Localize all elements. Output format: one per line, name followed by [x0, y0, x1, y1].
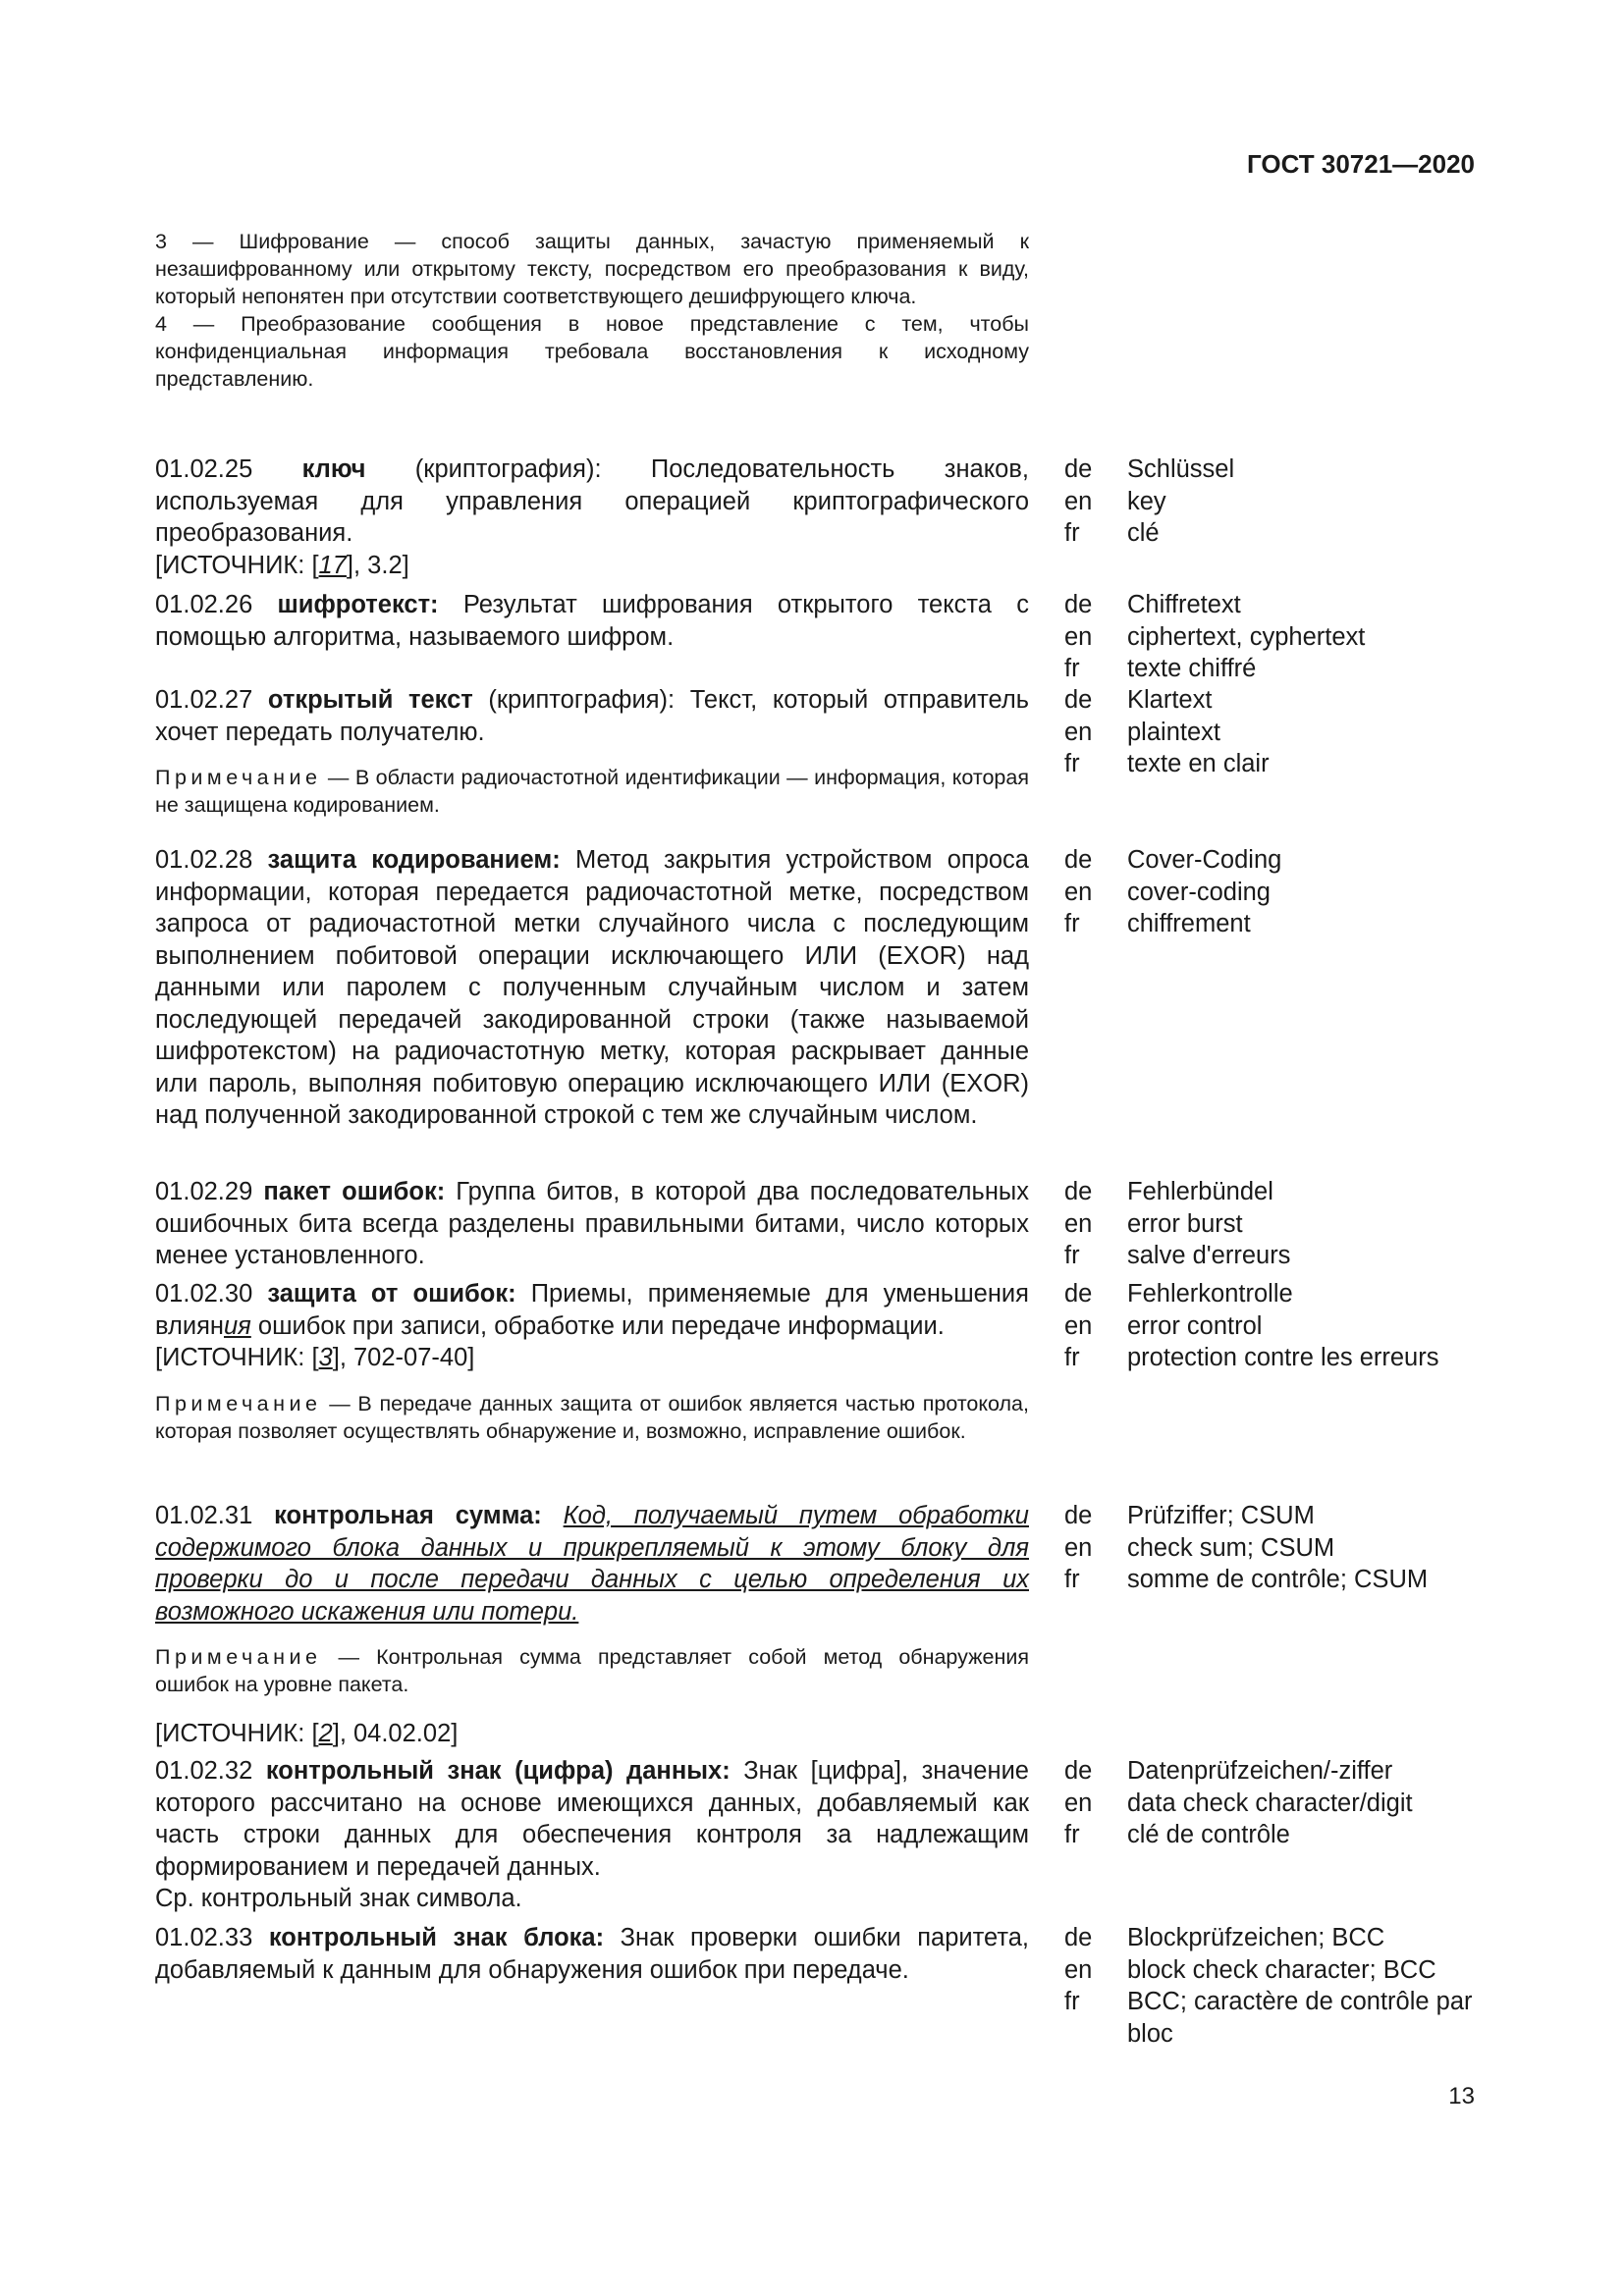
lang-code: fr [1064, 1344, 1080, 1371]
lang-code: de [1064, 686, 1093, 714]
lang-term: protection contre les erreurs [1127, 1344, 1439, 1371]
translations-01-02-26 [1064, 589, 1496, 685]
entry-definition: Метод закрытия устройством опроса информации, которая передается радиочастотной метке, посредством запроса от радиочастотной метки случайного числа с последующим выполнением побитовой операции исключающего ИЛИ (EXOR) над данными или паролем с полученным случайным числом и затем последующей передачей закодированной строки (также называемой шифротекстом) на радиочастотную метку, которая раскрывает данные или пароль, выполняя побитовую операцию исключающего ИЛИ (EXOR) над полученной закодированной строкой с тем же случайным числом. [155, 846, 1029, 1129]
lang-term: Chiffretext [1127, 591, 1241, 618]
entry-01-02-29 [155, 1176, 1029, 1272]
entry-01-02-27-note [155, 764, 1029, 819]
entry-01-02-27 [155, 684, 1029, 748]
lang-code: de [1064, 455, 1093, 483]
entry-01-02-31-note [155, 1643, 1029, 1698]
lang-code: de [1064, 1178, 1093, 1205]
entry-number: 01.02.32 [155, 1757, 253, 1785]
lang-term: cover-coding [1127, 878, 1271, 906]
entry-definition: Знак [цифра], значение которого рассчитано на основе имеющихся данных, добавляемый как часть строки данных для обеспечения контроля за надлежащим формированием и передачей данных. [155, 1757, 1029, 1881]
entry-definition: Группа битов, в которой два последовательных ошибочных бита всегда разделены правильными битами, число которых менее установленного. [155, 1178, 1029, 1269]
entry-definition: Знак проверки ошибки паритета, добавляемый к данным для обнаружения ошибок при передаче. [155, 1924, 1030, 1984]
source-ref-link[interactable]: 17 [318, 551, 347, 579]
note-label: Примечание [155, 1392, 322, 1415]
note-text: — В передаче данных защита от ошибок является частью протокола, которая позволяет осуществлять обнаружение и, возможно, исправление ошибок. [155, 1392, 1029, 1443]
lang-code: de [1064, 1924, 1093, 1951]
entry-source: [ИСТОЧНИК: [17], 3.2] [155, 551, 409, 579]
lang-code: en [1064, 487, 1093, 515]
lang-term: salve d'erreurs [1127, 1242, 1291, 1269]
lang-code: fr [1064, 750, 1080, 777]
document-id: ГОСТ 30721—2020 [1247, 149, 1475, 179]
notes-top [155, 228, 1029, 393]
lang-code: en [1064, 878, 1093, 906]
entry-term: контрольный знак (цифра) данных: [265, 1757, 731, 1785]
entry-term: пакет ошибок: [263, 1178, 446, 1205]
entry-term: шифротекст: [277, 591, 439, 618]
lang-term: ciphertext, cyphertext [1127, 622, 1366, 651]
lang-code: en [1064, 718, 1093, 746]
lang-code: de [1064, 591, 1093, 618]
entry-definition: (криптография): Последовательность знаков, используемая для управления операцией криптографического преобразования. [155, 455, 1029, 547]
entry-term: контрольный знак блока: [268, 1924, 605, 1951]
lang-term: somme de contrôle; CSUM [1127, 1566, 1429, 1593]
entry-01-02-33 [155, 1922, 1029, 1986]
entry-01-02-31-source [155, 1718, 1029, 1750]
page-number: 13 [1448, 2083, 1475, 2109]
note-text: — В области радиочастотной идентификации — информация, которая не защищена кодированием. [155, 766, 1029, 817]
entry-term: контрольная сумма: [274, 1502, 542, 1529]
entry-term: ключ [301, 455, 366, 483]
entry-term: открытый текст [267, 686, 473, 714]
lang-code: en [1064, 1311, 1093, 1340]
note-label: Примечание [155, 1645, 322, 1669]
lang-term: plaintext [1127, 718, 1220, 746]
lang-term: clé de contrôle [1127, 1821, 1290, 1848]
lang-code: en [1064, 1209, 1093, 1238]
entry-number: 01.02.31 [155, 1502, 253, 1529]
lang-term: Prüfziffer; CSUM [1127, 1502, 1315, 1529]
lang-code: en [1064, 1789, 1093, 1817]
entry-number: 01.02.28 [155, 846, 253, 874]
entry-number: 01.02.27 [155, 686, 253, 714]
lang-code: fr [1064, 910, 1080, 937]
lang-term: error burst [1127, 1209, 1243, 1238]
lang-term: BCC; caractère de contrôle par bloc [1127, 1988, 1473, 2048]
note-label: Примечание [155, 766, 322, 789]
source-ref-link[interactable]: 2 [318, 1720, 333, 1747]
entry-01-02-28 [155, 844, 1029, 1132]
lang-code: fr [1064, 1242, 1080, 1269]
lang-code: de [1064, 1502, 1093, 1529]
translations-01-02-31 [1064, 1500, 1496, 1596]
lang-code: en [1064, 1533, 1093, 1562]
entry-see-also: Ср. контрольный знак символа. [155, 1885, 522, 1912]
lang-code: en [1064, 1955, 1093, 1984]
lang-term: chiffrement [1127, 910, 1251, 937]
lang-term: Fehlerkontrolle [1127, 1280, 1293, 1308]
translations-01-02-32 [1064, 1755, 1496, 1851]
note-4: 4 — Преобразование сообщения в новое представление с тем, чтобы конфиденциальная информация требовала восстановления к исходному представлению. [155, 312, 1029, 391]
entry-definition: Приемы, применяемые для уменьшения влияния ошибок при записи, обработке или передаче информации. [155, 1280, 1029, 1340]
lang-term: Blockprüfzeichen; BCC [1127, 1924, 1385, 1951]
note-3: 3 — Шифрование — способ защиты данных, зачастую применяемый к незашифрованному или открытому тексту, посредством его преобразования к виду, который непонятен при отсутствии соответствующего дешифрующего ключа. [155, 230, 1029, 308]
source-ref-link[interactable]: 3 [318, 1344, 333, 1371]
note-text: — Контрольная сумма представляет собой метод обнаружения ошибок на уровне пакета. [155, 1645, 1029, 1696]
lang-code: fr [1064, 519, 1080, 547]
translations-01-02-33 [1064, 1922, 1496, 2050]
lang-term: error control [1127, 1311, 1263, 1340]
entry-definition: Код, получаемый путем обработки содержимого блока данных и прикрепляемый к этому блоку для проверки до и после передачи данных с целью определения их возможного искажения или потери. [155, 1502, 1029, 1626]
entry-01-02-30 [155, 1278, 1029, 1374]
entry-number: 01.02.30 [155, 1280, 253, 1308]
lang-term: Klartext [1127, 686, 1213, 714]
lang-term: texte chiffré [1127, 655, 1257, 682]
lang-term: Cover-Coding [1127, 846, 1282, 874]
entry-01-02-31 [155, 1500, 1029, 1628]
lang-term: Fehlerbündel [1127, 1178, 1273, 1205]
translations-01-02-25 [1064, 454, 1496, 550]
translations-01-02-30 [1064, 1278, 1496, 1374]
lang-term: texte en clair [1127, 750, 1270, 777]
lang-term: Schlüssel [1127, 455, 1235, 483]
lang-code: de [1064, 846, 1093, 874]
lang-code: fr [1064, 655, 1080, 682]
lang-term: check sum; CSUM [1127, 1533, 1335, 1562]
lang-code: fr [1064, 1821, 1080, 1848]
lang-code: en [1064, 622, 1093, 651]
translations-01-02-29 [1064, 1176, 1496, 1272]
entry-source: [ИСТОЧНИК: [2], 04.02.02] [155, 1720, 459, 1747]
entry-01-02-25 [155, 454, 1029, 581]
entry-number: 01.02.33 [155, 1924, 253, 1951]
entry-01-02-26 [155, 589, 1029, 653]
entry-term: защита от ошибок: [267, 1280, 516, 1308]
lang-code: fr [1064, 1988, 1080, 2015]
entry-definition: Результат шифрования открытого текста с помощью алгоритма, называемого шифром. [155, 591, 1029, 651]
lang-term: block check character; BCC [1127, 1955, 1436, 1984]
lang-code: de [1064, 1757, 1093, 1785]
lang-code: de [1064, 1280, 1093, 1308]
lang-term: clé [1127, 519, 1160, 547]
entry-01-02-30-note [155, 1390, 1029, 1445]
lang-term: data check character/digit [1127, 1789, 1413, 1817]
lang-term: key [1127, 487, 1166, 515]
lang-code: fr [1064, 1566, 1080, 1593]
entry-source: [ИСТОЧНИК: [3], 702-07-40] [155, 1344, 475, 1371]
translations-01-02-27 [1064, 684, 1496, 780]
entry-number: 01.02.29 [155, 1178, 253, 1205]
entry-term: защита кодированием: [267, 846, 561, 874]
entry-01-02-32 [155, 1755, 1029, 1915]
entry-definition: (криптография): Текст, который отправитель хочет передать получателю. [155, 686, 1030, 746]
translations-01-02-28 [1064, 844, 1496, 940]
lang-term: Datenprüfzeichen/-ziffer [1127, 1757, 1393, 1785]
entry-number: 01.02.26 [155, 591, 253, 618]
entry-number: 01.02.25 [155, 455, 253, 483]
